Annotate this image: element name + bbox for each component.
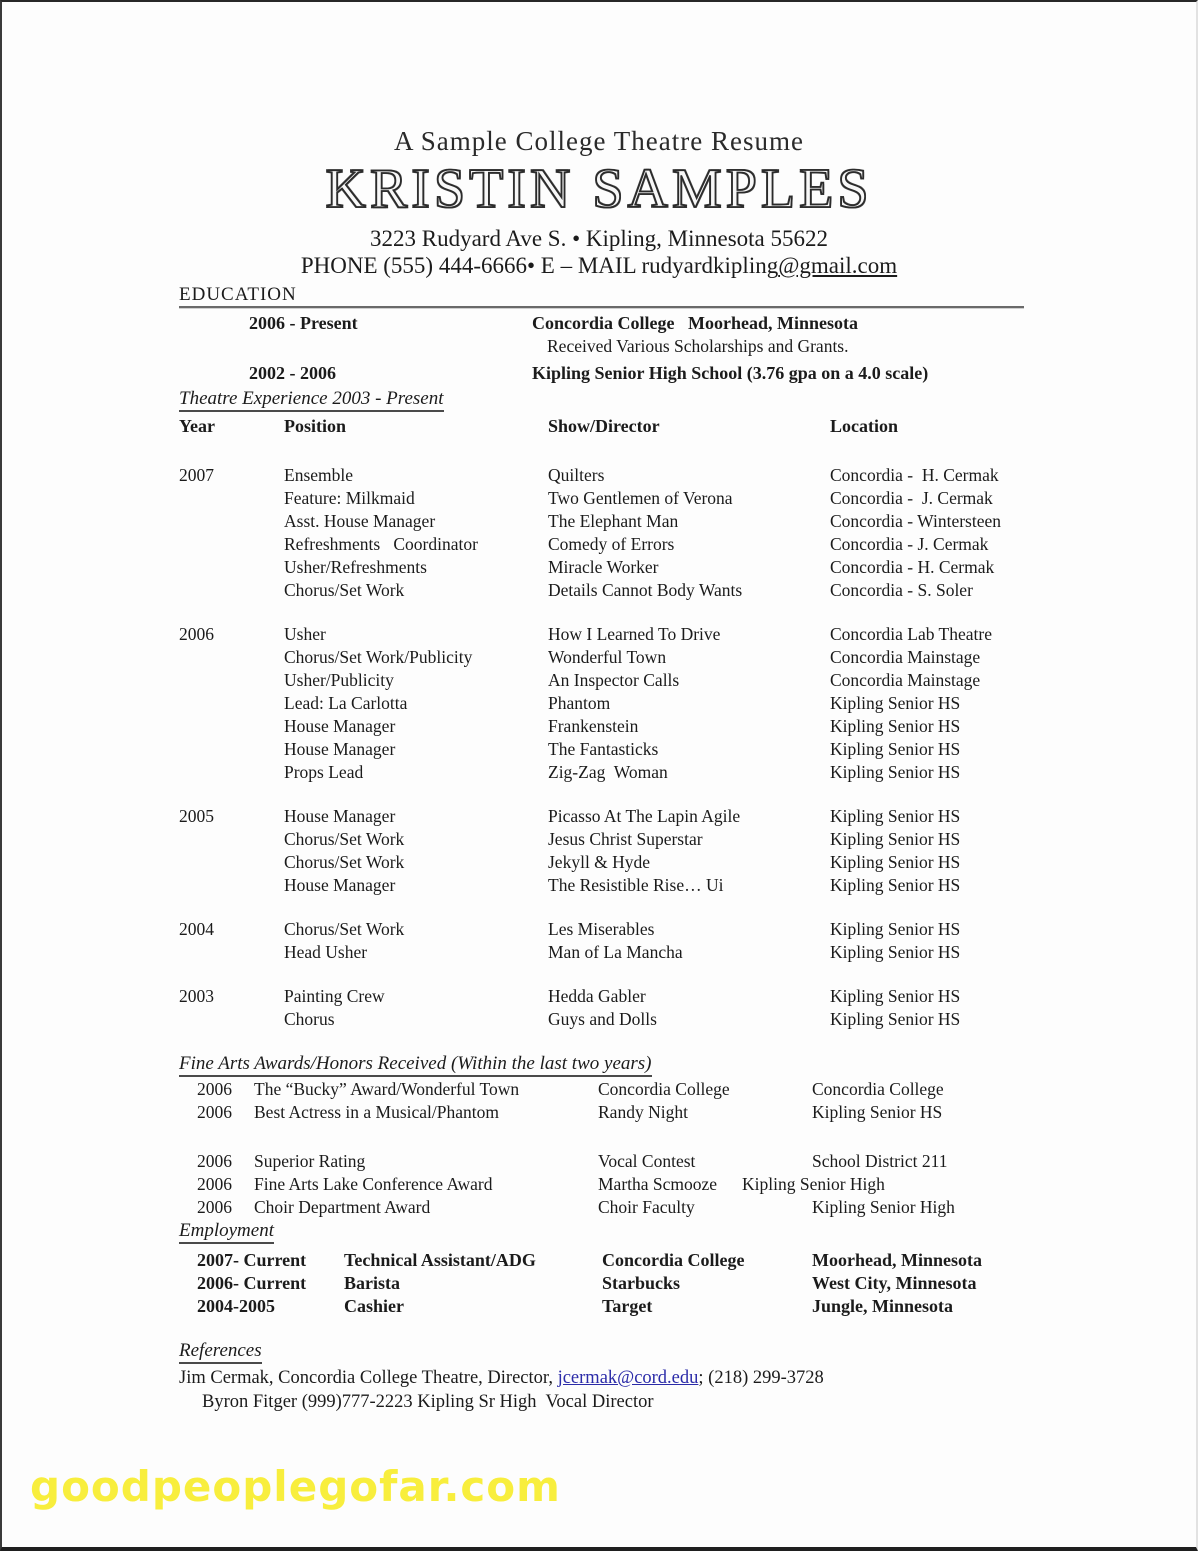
- theatre-row: [179, 805, 1196, 828]
- reference-text: Jim Cermak, Concordia College Theatre, Director,: [179, 1368, 558, 1388]
- year-cell: 2006: [197, 1151, 232, 1171]
- theatre-year-group: [179, 805, 1196, 897]
- education-years: 2006 - Present: [249, 313, 358, 333]
- year-cell: [179, 646, 284, 669]
- resume-content: [2, 2, 1196, 1414]
- show-director-cell: Miracle Worker: [548, 557, 659, 577]
- show-director-cell: Les Miserables: [548, 919, 655, 939]
- awards-group: [2, 1078, 1196, 1124]
- location-cell: Concordia Mainstage: [830, 647, 981, 667]
- year-cell: [179, 738, 284, 761]
- show-director-cell: Phantom: [548, 693, 611, 713]
- presenter-cell: Martha Scmooze: [598, 1174, 718, 1194]
- theatre-row: [179, 761, 1196, 784]
- theatre-row: [179, 851, 1196, 874]
- location-cell: Kipling Senior HS: [812, 1102, 943, 1122]
- year-cell: 2006: [197, 1197, 232, 1217]
- theatre-year-group: [179, 623, 1196, 784]
- theatre-row: [179, 874, 1196, 897]
- award-row: [197, 1150, 1196, 1173]
- theatre-row: [179, 669, 1196, 692]
- year-cell: [179, 669, 284, 692]
- location-cell: Kipling Senior HS: [830, 693, 961, 713]
- position-cell: Chorus: [284, 1009, 335, 1029]
- theatre-row: [179, 692, 1196, 715]
- theatre-row: [179, 487, 1196, 510]
- theatre-row: [179, 623, 1196, 646]
- presenter-cell: Concordia College: [598, 1079, 730, 1099]
- show-director-cell: Hedda Gabler: [548, 986, 646, 1006]
- reference-phone: ; (218) 299-3728: [698, 1368, 824, 1388]
- year-cell: [179, 761, 284, 784]
- education-row: [249, 312, 1196, 335]
- presenter-cell: Randy Night: [598, 1102, 688, 1122]
- education-heading: EDUCATION: [179, 284, 1024, 308]
- show-director-cell: Zig-Zag Woman: [548, 762, 668, 782]
- year-cell: [179, 533, 284, 556]
- employment-row: [197, 1272, 1196, 1295]
- location-cell: Concordia - H. Cermak: [830, 557, 995, 577]
- show-director-cell: The Resistible Rise… Ui: [548, 875, 724, 895]
- year-cell: [179, 715, 284, 738]
- award-cell: Fine Arts Lake Conference Award: [254, 1174, 493, 1194]
- show-director-cell: An Inspector Calls: [548, 670, 680, 690]
- year-cell: [179, 487, 284, 510]
- year-cell: [179, 692, 284, 715]
- employment-table-body: [2, 1249, 1196, 1318]
- position-cell: Chorus/Set Work: [284, 919, 405, 939]
- position-cell: Refreshments Coordinator: [284, 534, 478, 554]
- employment-row: [197, 1295, 1196, 1318]
- year-cell: 2006: [197, 1102, 232, 1122]
- show-director-cell: Two Gentlemen of Verona: [548, 488, 733, 508]
- location-cell: Kipling Senior HS: [830, 739, 961, 759]
- years-cell: 2007- Current: [197, 1250, 307, 1270]
- position-cell: Painting Crew: [284, 986, 385, 1006]
- position-cell: House Manager: [284, 716, 396, 736]
- presenter-cell: Vocal Contest: [598, 1151, 696, 1171]
- reference-line: Byron Fitger (999)777-2223 Kipling Sr High Vocal Director: [202, 1392, 654, 1412]
- position-cell: Chorus/Set Work: [284, 852, 405, 872]
- theatre-row: [179, 533, 1196, 556]
- position-cell: Usher: [284, 624, 326, 644]
- theatre-row: [179, 715, 1196, 738]
- awards-group: [2, 1150, 1196, 1219]
- position-cell: Head Usher: [284, 942, 368, 962]
- award-cell: Superior Rating: [254, 1151, 366, 1171]
- years-cell: 2006- Current: [197, 1273, 307, 1293]
- education-years: 2002 - 2006: [249, 363, 336, 383]
- phone-email-text: PHONE (555) 444-6666• E – MAIL rudyardkipling: [300, 253, 779, 278]
- award-cell: Best Actress in a Musical/Phantom: [254, 1102, 499, 1122]
- year-cell: [179, 579, 284, 602]
- year-cell: [179, 556, 284, 579]
- location-cell: Jungle, Minnesota: [812, 1296, 954, 1316]
- theatre-row: [179, 941, 1196, 964]
- show-director-cell: Frankenstein: [548, 716, 639, 736]
- show-director-cell: Comedy of Errors: [548, 534, 675, 554]
- theatre-row: [179, 1008, 1196, 1031]
- theatre-column-header: [179, 415, 1196, 438]
- location-cell: Kipling Senior HS: [830, 762, 961, 782]
- year-cell: 2006: [197, 1174, 232, 1194]
- reference-line: [179, 1366, 1196, 1390]
- awards-table-body: [2, 1078, 1196, 1219]
- location-cell: Kipling Senior HS: [830, 942, 961, 962]
- education-note: Received Various Scholarships and Grants.: [547, 336, 849, 356]
- year-cell: 2003: [179, 986, 214, 1006]
- theatre-year-group: [179, 464, 1196, 602]
- location-cell: School District 211: [812, 1151, 948, 1171]
- year-cell: 2006: [197, 1079, 232, 1099]
- position-cell: House Manager: [284, 875, 396, 895]
- employment-heading: Employment: [179, 1221, 274, 1244]
- column-header-location: Location: [830, 416, 899, 436]
- position-cell: Technical Assistant/ADG: [344, 1250, 536, 1270]
- year-cell: 2007: [179, 465, 214, 485]
- resume-header: [2, 126, 1196, 280]
- location-cell: Kipling Senior HS: [830, 875, 961, 895]
- location-cell: Concordia Mainstage: [830, 670, 981, 690]
- show-director-cell: Jesus Christ Superstar: [548, 829, 703, 849]
- location-cell: Kipling Senior HS: [830, 806, 961, 826]
- document-title: A Sample College Theatre Resume: [394, 126, 804, 156]
- theatre-table-body: [2, 464, 1196, 1031]
- theatre-row: [179, 646, 1196, 669]
- year-cell: [179, 874, 284, 897]
- position-cell: Ensemble: [284, 465, 354, 485]
- theatre-year-group: [179, 918, 1196, 964]
- location-cell: Concordia - H. Cermak: [830, 465, 999, 485]
- company-cell: Target: [602, 1296, 653, 1316]
- theatre-row: [179, 510, 1196, 533]
- award-cell: Choir Department Award: [254, 1197, 431, 1217]
- email-link[interactable]: @gmail.com: [778, 253, 898, 278]
- year-cell: [179, 510, 284, 533]
- theatre-row: [179, 828, 1196, 851]
- show-director-cell: How I Learned To Drive: [548, 624, 721, 644]
- position-cell: Usher/Refreshments: [284, 557, 427, 577]
- award-row: [197, 1078, 1196, 1101]
- position-cell: Chorus/Set Work: [284, 829, 405, 849]
- position-cell: Chorus/Set Work/Publicity: [284, 647, 473, 667]
- position-cell: Chorus/Set Work: [284, 580, 405, 600]
- location-cell: Kipling Senior HS: [830, 986, 961, 1006]
- show-director-cell: Picasso At The Lapin Agile: [548, 806, 741, 826]
- show-director-cell: The Fantasticks: [548, 739, 659, 759]
- location-cell: Concordia - J. Cermak: [830, 488, 993, 508]
- employment-row: [197, 1249, 1196, 1272]
- column-header-show-director: Show/Director: [548, 416, 660, 436]
- year-cell: [179, 941, 284, 964]
- position-cell: Usher/Publicity: [284, 670, 394, 690]
- column-header-year: Year: [179, 416, 215, 436]
- position-cell: House Manager: [284, 739, 396, 759]
- location-cell: Concordia Lab Theatre: [830, 624, 992, 644]
- theatre-row: [179, 738, 1196, 761]
- show-director-cell: Man of La Mancha: [548, 942, 683, 962]
- theatre-year-group: [179, 985, 1196, 1031]
- show-director-cell: Guys and Dolls: [548, 1009, 657, 1029]
- year-cell: 2005: [179, 806, 214, 826]
- position-cell: Feature: Milkmaid: [284, 488, 415, 508]
- location-cell: Moorhead, Minnesota: [812, 1250, 982, 1270]
- location-cell: Concordia College: [812, 1079, 944, 1099]
- company-cell: Concordia College: [602, 1250, 745, 1270]
- theatre-row: [179, 579, 1196, 602]
- award-row: [197, 1196, 1196, 1219]
- position-cell: Cashier: [344, 1296, 404, 1316]
- presenter-cell: Choir Faculty: [598, 1197, 695, 1217]
- years-cell: 2004-2005: [197, 1296, 275, 1316]
- person-name: KRISTIN SAMPLES: [325, 158, 873, 220]
- year-cell: 2006: [179, 624, 214, 644]
- position-cell: House Manager: [284, 806, 396, 826]
- contact-line: [2, 252, 1196, 280]
- awards-heading: Fine Arts Awards/Honors Received (Within the last two years): [179, 1054, 652, 1077]
- education-school: Kipling Senior High School (3.76 gpa on a 4.0 scale): [532, 363, 929, 383]
- company-cell: Starbucks: [602, 1273, 681, 1293]
- theatre-row: [179, 464, 1196, 487]
- location-cell: West City, Minnesota: [812, 1273, 977, 1293]
- year-cell: [179, 828, 284, 851]
- column-header-position: Position: [284, 416, 347, 436]
- education-row: [249, 362, 1196, 385]
- show-director-cell: Jekyll & Hyde: [548, 852, 651, 872]
- year-cell: [179, 851, 284, 874]
- location-cell: Kipling Senior High: [812, 1197, 955, 1217]
- location-cell: Kipling Senior HS: [830, 1009, 961, 1029]
- position-cell: Props Lead: [284, 762, 364, 782]
- position-cell: Lead: La Carlotta: [284, 693, 408, 713]
- address-line: 3223 Rudyard Ave S. • Kipling, Minnesota 55622: [369, 226, 829, 251]
- award-row: [197, 1101, 1196, 1124]
- show-director-cell: Wonderful Town: [548, 647, 667, 667]
- watermark: goodpeoplegofar.com: [30, 1462, 561, 1511]
- show-director-cell: Quilters: [548, 465, 605, 485]
- year-cell: [179, 1008, 284, 1031]
- award-cell: The “Bucky” Award/Wonderful Town: [254, 1079, 520, 1099]
- show-director-cell: The Elephant Man: [548, 511, 679, 531]
- theatre-row: [179, 918, 1196, 941]
- location-cell: Kipling Senior HS: [830, 716, 961, 736]
- location-cell: Kipling Senior HS: [830, 852, 961, 872]
- award-row: [197, 1173, 1196, 1196]
- position-cell: Barista: [344, 1273, 400, 1293]
- theatre-experience-heading: Theatre Experience 2003 - Present: [179, 389, 444, 412]
- location-cell: Kipling Senior HS: [830, 919, 961, 939]
- theatre-row: [179, 985, 1196, 1008]
- references-heading: References: [179, 1341, 262, 1364]
- location-cell: Concordia - J. Cermak: [830, 534, 989, 554]
- reference-email-link[interactable]: jcermak@cord.edu: [557, 1368, 699, 1388]
- location-cell: Kipling Senior HS: [830, 829, 961, 849]
- location-cell: Concordia - Wintersteen: [830, 511, 1002, 531]
- year-cell: 2004: [179, 919, 214, 939]
- location-cell: Kipling Senior High: [742, 1174, 885, 1194]
- theatre-row: [179, 556, 1196, 579]
- education-school: Concordia College Moorhead, Minnesota: [532, 313, 858, 333]
- show-director-cell: Details Cannot Body Wants: [548, 580, 743, 600]
- location-cell: Concordia - S. Soler: [830, 580, 973, 600]
- position-cell: Asst. House Manager: [284, 511, 436, 531]
